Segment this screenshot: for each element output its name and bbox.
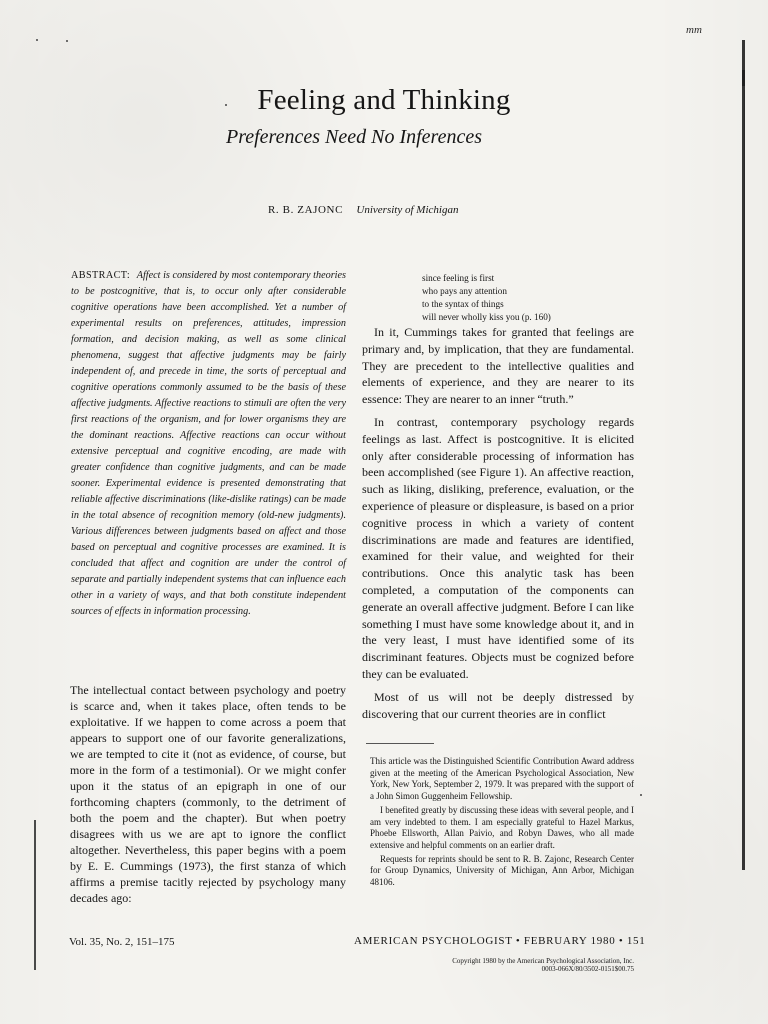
paper-title: Feeling and Thinking	[257, 84, 511, 116]
footnote-divider	[366, 743, 434, 744]
scan-edge-tick	[742, 70, 745, 86]
left-body-paragraph: The intellectual contact between psychology and poetry is scarce and, when it takes place, often tends to be exploitative. If we happen to come across a poem that appears to support one of our favorite generalizations, we are tempted to cite it (not as evidence, of course, but more in the form of a testimonial). Or we might confer upon it the status of an epigraph in one of our forthcoming chapters (commonly, to the detriment of both the poem and the chapter). But when poetry disagrees with us we are apt to ignore the conflict altogether. Nevertheless, this paper begins with a poem by E. E. Cummings (1973), the first stanza of which affirms a premise tacitly rejected by psychology many decades ago:	[70, 683, 346, 905]
copyright-line-2: 0003-066X/80/3502-0151$00.75	[541, 965, 634, 973]
poem-line-1: since feeling is first	[422, 273, 495, 283]
footnotes-block	[370, 756, 634, 891]
right-body-text	[362, 324, 634, 728]
right-body-paragraph-2: In contrast, contemporary psychology regards feelings as last. Affect is postcognitive. It is elicited only after considerable processing of information has been accomplished (see Figure 1). An affective reaction, such as liking, disliking, preference, evaluation, or the experience of pleasure or displeasure, is based on a prior cognitive process in which a variety of content discriminations are made and features are identified, examined for their value, and weighted for their contributions. Once this analytic task has been completed, a computation of the components can generate an overall affective judgment. Before I can like something I must have some knowledge about it, and in the very least, I must have identified some of its discriminant features. Objects must be cognized before they can be evaluated.	[362, 414, 634, 681]
poem-line-4-wrapper	[422, 311, 551, 324]
right-body-paragraph-1: In it, Cummings takes for granted that feelings are primary and, by implication, that they are fundamental. They are precedent to the intellective qualities and elements of experience, and they are nearer to its essence: They are nearer to an inner “truth.”	[362, 325, 634, 407]
author-line	[268, 204, 458, 216]
copyright-line-1: Copyright 1980 by the American Psychological Association, Inc.	[452, 957, 634, 965]
scan-edge-faint-line	[744, 90, 745, 390]
scan-left-mark	[34, 820, 36, 970]
scan-speck	[640, 794, 642, 796]
scan-speck	[66, 40, 68, 42]
author-name: R. B. ZAJONC	[268, 204, 344, 216]
copyright-block	[370, 957, 634, 973]
scan-speck	[225, 104, 227, 106]
poem-epigraph	[422, 272, 551, 324]
poem-citation: (p. 160)	[521, 312, 551, 322]
abstract-text: Affect is considered by most contemporary theories to be postcognitive, that is, to occur only after considerable cognitive operations have been accomplished. Yet a number of experimental results on preferences, attitudes, impression formation, and decision making, as well as some clinical phenomena, suggest that affective judgments may be fairly independent of, and precede in time, the sorts of perceptual and cognitive operations commonly assumed to be the basis of these affective judgments. Affective reactions to stimuli are often the very first reactions of the organism, and for lower organisms they are the dominant reactions. Affective reactions can occur without extensive perceptual and cognitive encoding, are made with greater confidence than cognitive judgments, and can be made sooner. Experimental evidence is presented demonstrating that reliable affective discriminations (like-dislike ratings) can be made in the total absence of recognition memory (old-new judgments). Various differences between judgments based on affect and those based on perceptual and cognitive processes are examined. It is concluded that affect and cognition are under the control of separate and partially independent systems that can influence each other in a variety of ways, and that both constitute independent sources of effects in information processing.	[71, 270, 346, 617]
left-body-text	[70, 682, 346, 912]
footnote-2: I benefited greatly by discussing these ideas with several people, and I am very indebted to them. I am especially grateful to Hazel Markus, Phoebe Ellsworth, Allan Paivio, and Robyn Dawes, who all made extensive and helpful comments on an earlier draft.	[370, 804, 634, 850]
author-affiliation: University of Michigan	[356, 204, 459, 216]
volume-info: Vol. 35, No. 2, 151–175	[69, 936, 175, 948]
corner-mark: mm	[686, 24, 702, 36]
poem-line-4: will never wholly kiss you	[422, 312, 520, 322]
paper-subtitle: Preferences Need No Inferences	[225, 126, 482, 148]
abstract-block	[71, 268, 346, 620]
footnote-3: Requests for reprints should be sent to R. B. Zajonc, Research Center for Group Dynamics, University of Michigan, Ann Arbor, Michigan 48106.	[370, 853, 634, 888]
footnote-1: This article was the Distinguished Scientific Contribution Award address given at the meeting of the American Psychological Association, New York, New York, September 2, 1979. It was prepared with the support of a John Simon Guggenheim Fellowship.	[370, 756, 634, 802]
poem-line-2: who pays any attention	[422, 286, 507, 296]
scan-speck	[36, 39, 38, 41]
poem-line-3: to the syntax of things	[422, 299, 504, 309]
right-body-paragraph-3: Most of us will not be deeply distressed by discovering that our current theories are in conflict	[362, 689, 634, 721]
journal-footer: AMERICAN PSYCHOLOGIST • FEBRUARY 1980 • 151	[354, 935, 646, 947]
abstract-label: ABSTRACT:	[71, 270, 131, 281]
